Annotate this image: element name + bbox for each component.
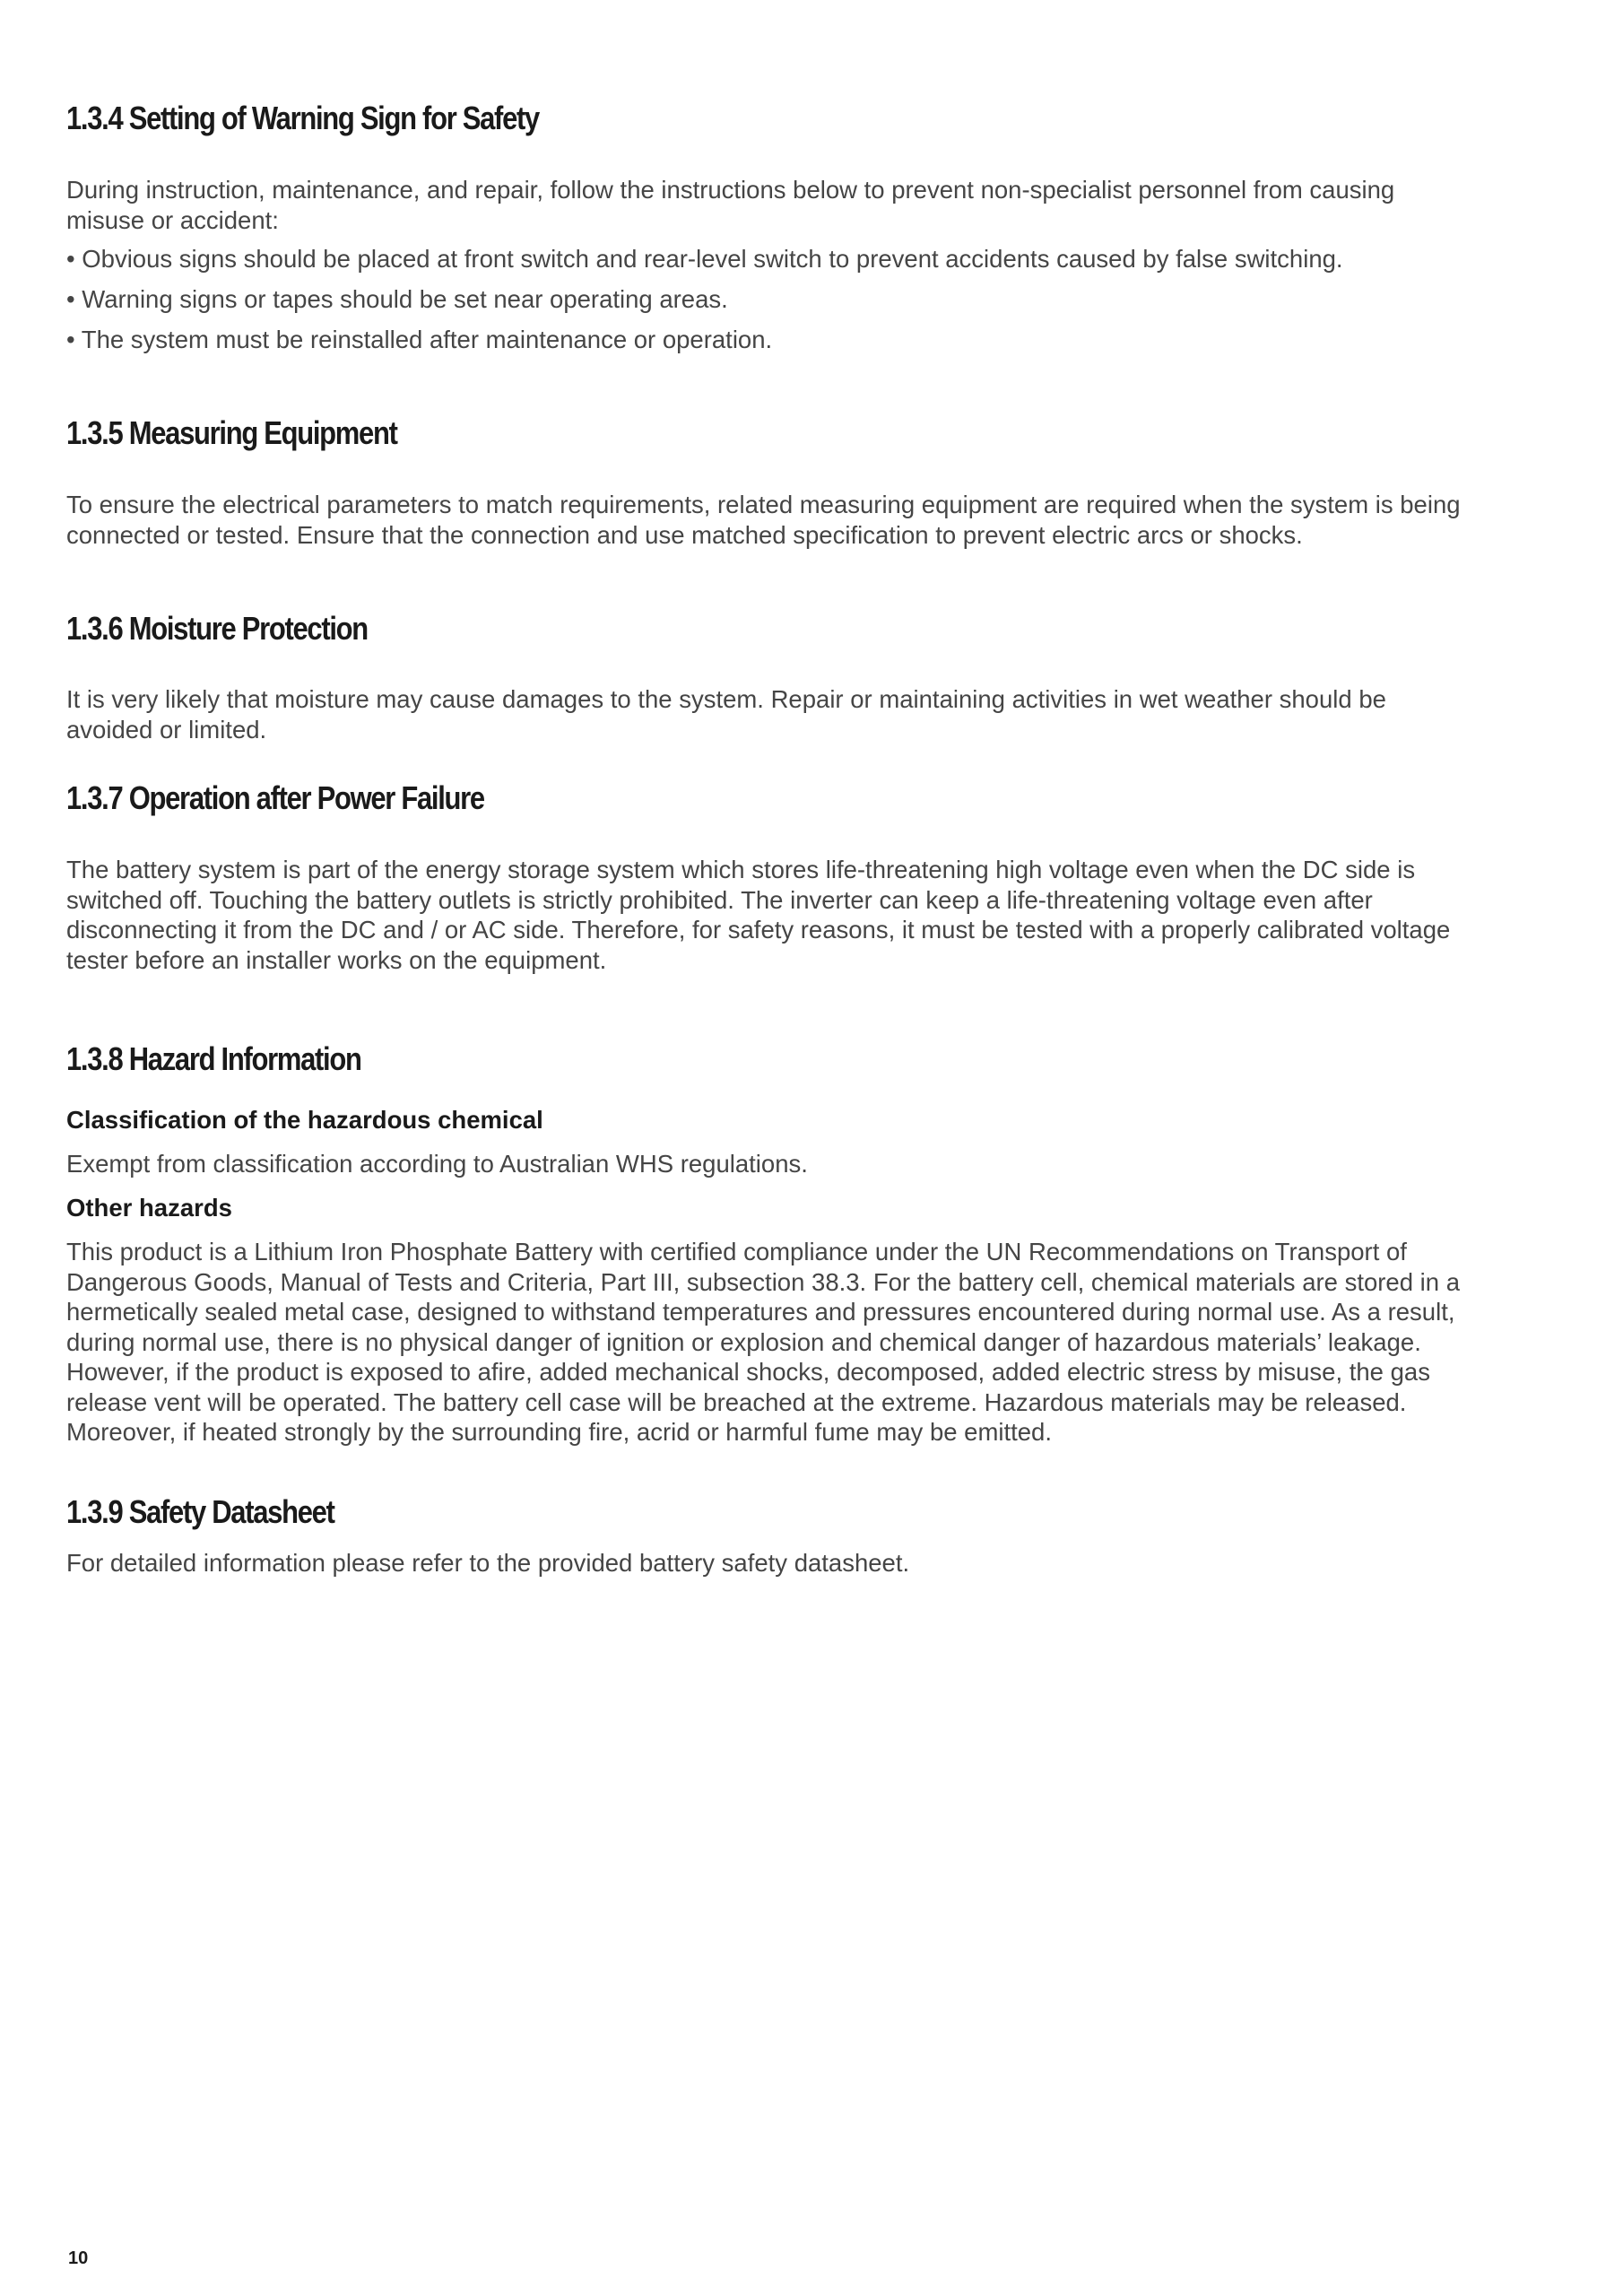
paragraph-1-3-7: The battery system is part of the energy storage system which stores life-threatening high voltage even when the DC side is switched off. Touching the battery outlets is strictly prohibited. The inverter can keep a life-threatening voltage even after disconnecting it from the DC and / or AC side. Therefore, for safety reasons, it must be tested with a properly calibrated voltage tester before an installer works on the equipment. [66,856,1451,974]
page-number: 10 [68,2248,89,2268]
heading-1-3-8: 1.3.8 Hazard Information [66,1040,361,1077]
bullet-1-3-4-3: • The system must be reinstalled after maintenance or operation. [66,326,773,353]
paragraph-1-3-5: To ensure the electrical parameters to match requirements, related measuring equipment are required when the system is being connected or tested. Ensure that the connection and use matched specification to prevent electric arcs or shocks. [66,491,1461,549]
heading-1-3-5: 1.3.5 Measuring Equipment [66,414,397,451]
paragraph-other-hazards: This product is a Lithium Iron Phosphate Battery with certified compliance under the UN Recommendations on Transport of Dangerous Goods, Manual of Tests and Criteria, Part III, subsection 38.3. For the battery cell, chemical materials are stored in a hermetically sealed metal case, designed to withstand temperatures and pressures encountered during normal use. As a result, during normal use, there is no physical danger of ignition or explosion and chemical danger of hazardous materials’ leakage. However, if the product is exposed to afire, added mechanical shocks, decomposed, added electric stress by misuse, the gas release vent will be operated. The battery cell case will be breached at the extreme. Hazardous materials may be released. Moreover, if heated strongly by the surrounding fire, acrid or harmful fume may be emitted. [66,1238,1460,1446]
paragraph-classification: Exempt from classification according to Australian WHS regulations. [66,1150,808,1178]
paragraph-1-3-9: For detailed information please refer to the provided battery safety datasheet. [66,1549,910,1577]
heading-1-3-6: 1.3.6 Moisture Protection [66,610,368,647]
subheading-other-hazards: Other hazards [66,1194,232,1222]
heading-1-3-7: 1.3.7 Operation after Power Failure [66,779,484,816]
heading-1-3-9: 1.3.9 Safety Datasheet [66,1493,334,1530]
bullet-1-3-4-2: • Warning signs or tapes should be set near operating areas. [66,285,728,313]
paragraph-1-3-6: It is very likely that moisture may cause damages to the system. Repair or maintaining activities in wet weather should be avoided or limited. [66,685,1386,744]
heading-1-3-4: 1.3.4 Setting of Warning Sign for Safety [66,100,539,136]
subheading-classification: Classification of the hazardous chemical [66,1106,543,1134]
paragraph-1-3-4-intro: During instruction, maintenance, and repair, follow the instructions below to prevent non-specialist personnel from causing misuse or accident: [66,176,1395,234]
bullet-1-3-4-1: • Obvious signs should be placed at front switch and rear-level switch to prevent accidents caused by false switching. [66,245,1343,273]
